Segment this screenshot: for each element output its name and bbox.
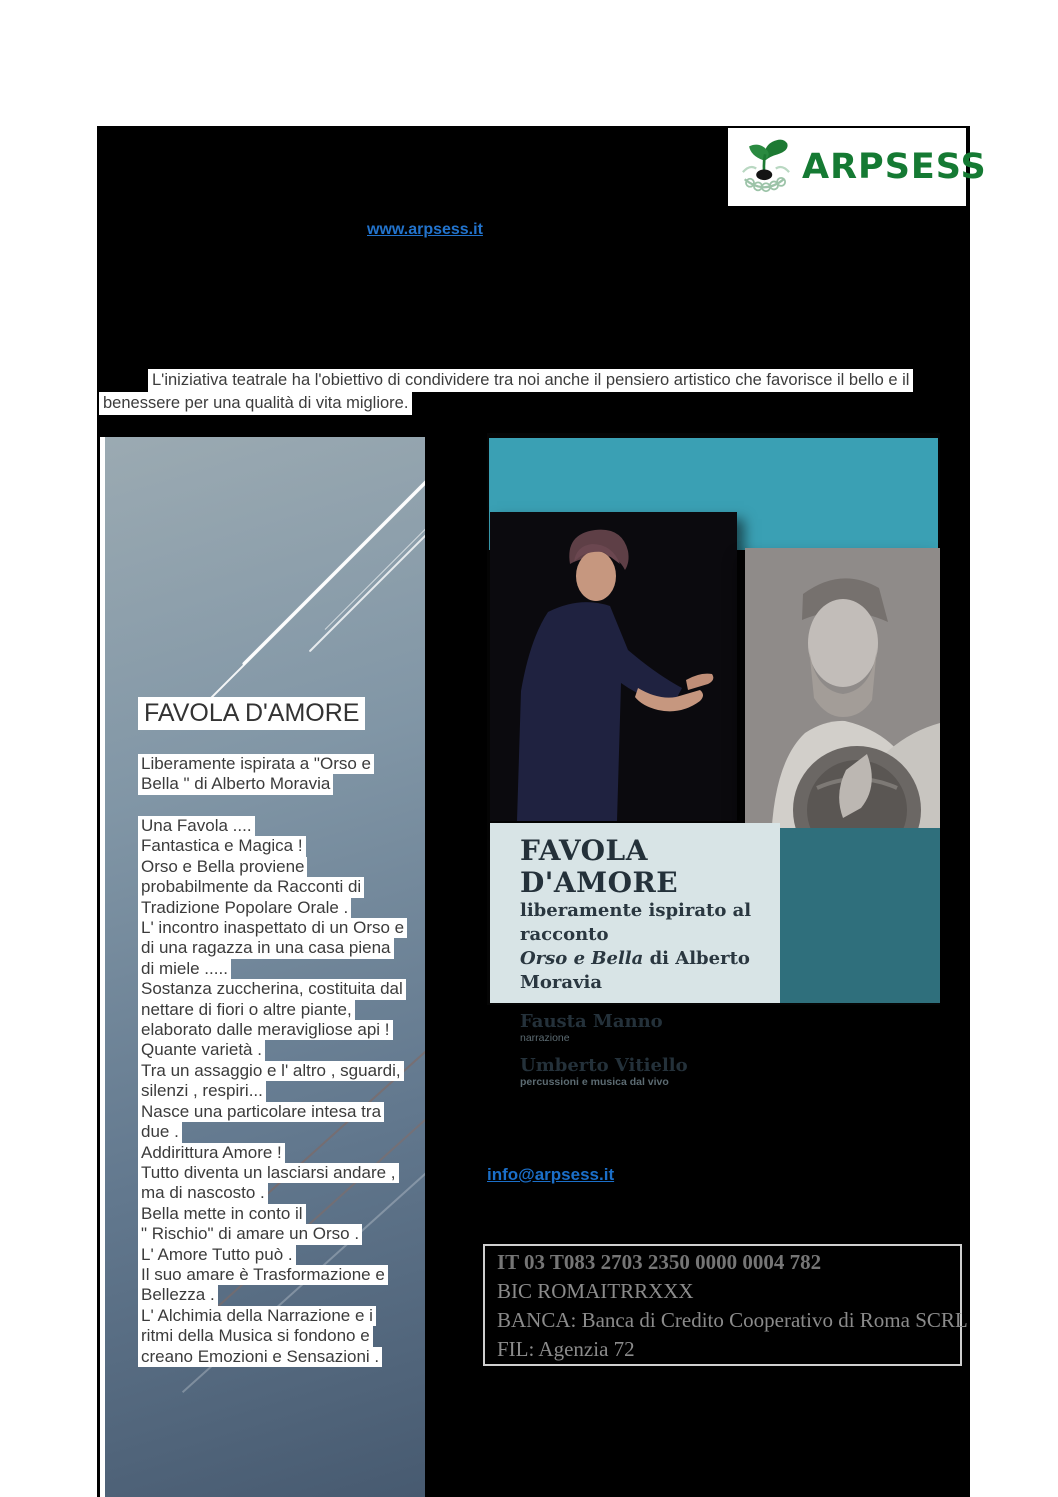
- panel-text-line: nettare di fiori o altre piante,: [138, 1000, 355, 1020]
- bank-details-box: [483, 1244, 968, 1366]
- panel-text-line: Bella mette in conto il: [138, 1204, 306, 1224]
- poster-title: FAVOLA D'AMORE: [520, 834, 679, 899]
- comet-streak-decoration: [242, 451, 425, 665]
- poster-source-title: Orso e Bella: [520, 948, 644, 969]
- poster-source-author: di Alberto Moravia: [520, 948, 750, 993]
- poster-subtitle: liberamente ispirato al racconto: [520, 900, 752, 945]
- poster-source-line: [520, 947, 780, 995]
- panel-text-line: Tradizione Popolare Orale .: [138, 898, 351, 918]
- panel-subtitle-line: Bella " di Alberto Moravia: [138, 774, 333, 794]
- panel-subtitle-line: Liberamente ispirata a "Orso e: [138, 754, 374, 774]
- show-poster: [487, 433, 940, 1088]
- panel-text-line: Sostanza zuccherina, costituita dal: [138, 979, 406, 999]
- comet-streak-decoration: [196, 471, 425, 713]
- arpsess-logo: [728, 128, 987, 206]
- bank-branch: FIL: Agenzia 72: [497, 1337, 635, 1361]
- panel-text-line: ritmi della Musica si fondono e: [138, 1326, 373, 1346]
- panel-text-line: Nasce una particolare intesa tra: [138, 1102, 384, 1122]
- panel-text-line: Quante varietà .: [138, 1040, 265, 1060]
- panel-text-line: due .: [138, 1122, 182, 1142]
- bank-bic: BIC ROMAITRRXXX: [497, 1279, 694, 1303]
- intro-text-line: benessere per una qualità di vita migliore.: [99, 392, 412, 415]
- panel-text-line: Una Favola ....: [138, 816, 255, 836]
- panel-text-line: Bellezza .: [138, 1285, 218, 1305]
- panel-subtitle: [138, 754, 374, 795]
- panel-text-line: silenzi , respiri...: [138, 1081, 266, 1101]
- panel-text-line: probabilmente da Racconti di: [138, 877, 364, 897]
- panel-text-line: Tutto diventa un lasciarsi andare ,: [138, 1163, 399, 1183]
- narrator-photo: [490, 512, 737, 821]
- panel-text-line: Fantastica e Magica !: [138, 836, 306, 856]
- panel-text-line: ma di nascosto .: [138, 1183, 268, 1203]
- panel-body-text: [138, 816, 407, 1367]
- hands-holding-sprout-icon: [734, 136, 798, 199]
- intro-text-line: L'iniziativa teatrale ha l'obiettivo di condividere tra noi anche il pensiero artistico che favorisce il bello e il: [148, 369, 913, 392]
- email-link[interactable]: info@arpsess.it: [487, 1165, 615, 1184]
- bank-name: BANCA: Banca di Credito Cooperativo di Roma SCRL: [497, 1308, 968, 1332]
- panel-text-line: creano Emozioni e Sensazioni .: [138, 1347, 382, 1367]
- website-link[interactable]: www.arpsess.it: [367, 221, 483, 238]
- panel-text-line: di una ragazza in una casa piena: [138, 938, 394, 958]
- panel-text-line: Il suo amare è Trasformazione e: [138, 1265, 388, 1285]
- panel-text-line: " Rischio" di amare un Orso .: [138, 1224, 362, 1244]
- performer-name: Fausta Manno: [520, 1011, 663, 1032]
- panel-text-line: di miele .....: [138, 959, 231, 979]
- panel-text-line: Orso e Bella proviene: [138, 857, 307, 877]
- performer-role: percussioni e musica dal vivo: [520, 1076, 669, 1088]
- panel-text-line: L' Alchimia della Narrazione e i: [138, 1306, 376, 1326]
- bank-iban: IT 03 T083 2703 2350 0000 0004 782: [497, 1250, 822, 1274]
- panel-text-line: Tra un assaggio e l' altro , sguardi,: [138, 1061, 404, 1081]
- musician-photo: [745, 548, 940, 845]
- logo-text: ARPSESS: [802, 147, 987, 187]
- panel-text-line: L' incontro inaspettato di un Orso e: [138, 918, 407, 938]
- poster-text-panel: [490, 823, 780, 1088]
- left-slide-panel: [100, 437, 425, 1497]
- performer-role: narrazione: [520, 1032, 570, 1044]
- poster-teal-block: [780, 828, 940, 1003]
- panel-title: FAVOLA D'AMORE: [138, 697, 365, 730]
- performer-name: Umberto Vitiello: [520, 1055, 688, 1076]
- panel-text-line: Addirittura Amore !: [138, 1143, 285, 1163]
- panel-text-line: L' Amore Tutto può .: [138, 1245, 296, 1265]
- panel-text-line: elaborato dalle meravigliose api !: [138, 1020, 393, 1040]
- comet-streak-decoration: [325, 523, 425, 630]
